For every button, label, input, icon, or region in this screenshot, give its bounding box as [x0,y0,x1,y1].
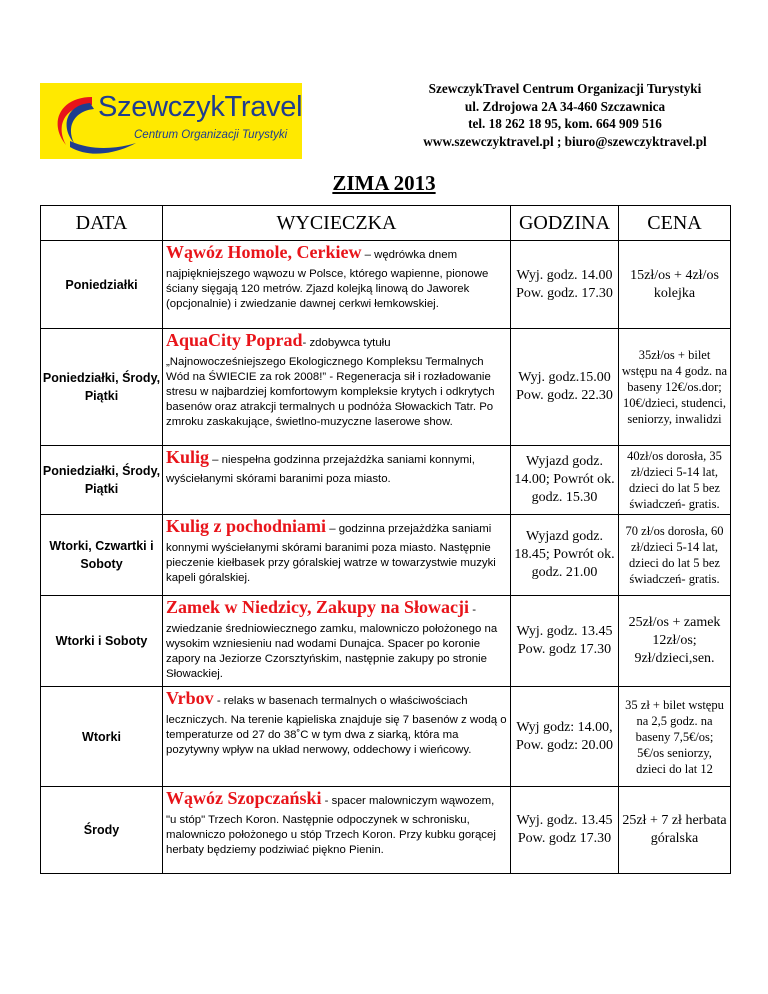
contact-info [395,80,735,150]
company-logo [40,83,302,159]
trip-body: konnymi wyściełanymi skórami baranimi poza miasto. Następnie pieczenie kiełbasek przy góralskiej watrze w towarzystwie muzyki kapeli góralskiej. [166,542,496,584]
table-row [41,596,731,687]
season-title [0,171,768,196]
trip-body: wyściełanymi skórami baranimi poza miasto. [166,473,391,485]
trip-intro: - [469,604,476,616]
table-row [41,787,731,874]
row-day: Wtorki, Czwartki i Soboty [41,515,163,596]
trip-title: Wąwóz Homole, Cerkiew [166,242,362,262]
trip-body: „Najnowocześniejszego Ekologicznego Kompleksu Termalnych Wód na ŚWIECIE za rok 2008!” - Regeneracja sił i rozładowanie stresu w najbardziej komfortowym kompleksie krytych i odkrytych basenów oraz atrakcji termalnych u podnóża Słowackich Tatr. Po zmroku zaskakujące, świetlno-muzyczne laserowe show. [166,356,495,428]
row-description [163,687,511,787]
trip-intro: – wędrówka dnem [361,249,458,261]
header-trip: WYCIECZKA [163,206,511,241]
contact-address: ul. Zdrojowa 2A 34-460 Szczawnica [464,98,666,114]
row-day: Poniedziałki, Środy, Piątki [41,329,163,446]
row-description [163,241,511,329]
row-description [163,446,511,515]
trip-title: Wąwóz Szopczański [166,788,322,808]
table-row [41,241,731,329]
row-price: 25zł/os + zamek 12zł/os; 9zł/dzieci,sen. [619,596,731,687]
row-price: 35 zł + bilet wstępu na 2,5 godz. na baseny 7,5€/os; 5€/os seniorzy, dzieci do lat 12 [619,687,731,787]
trip-title: Kulig z pochodniami [166,516,327,536]
trip-body: zwiedzanie średniowiecznego zamku, malowniczo położonego na wysokim wzniesieniu nad wodami Dunajca. Spacer po koronie zapory na Jeziorze Czorsztyńskim, następnie zakupy po stronie Słowackiej. [166,623,498,680]
header-date: DATA [41,206,163,241]
header-price: CENA [619,206,731,241]
trip-body: leczniczych. Na terenie kąpieliska znajduje się 7 basenów z wodą o temperaturze od 27 do 38˚C w tym dwa z siarką, która ma pozytywny wpływ na układ nerwowy, oddechowy i wieńcowy. [166,714,507,756]
trip-title: Zamek w Niedzicy, Zakupy na Słowacji [166,597,470,617]
trip-body: najpiękniejszego wąwozu w Polsce, którego wapienne, pionowe ściany sięgają 120 metrów. Zjazd kolejką linową do Jaworek (opcjonalnie) i zwiedzanie dawnej cerkwi łemkowskiej. [166,268,489,310]
row-day: Wtorki i Soboty [41,596,163,687]
row-description [163,596,511,687]
row-price: 40zł/os dorosła, 35 zł/dzieci 5-14 lat, dzieci do lat 5 bez świadczeń- gratis. [619,446,731,515]
trip-body: "u stóp" Trzech Koron. Następnie odpoczynek w schronisku, malowniczo położonego u stóp Trzech Koron. Przy kubku gorącej herbaty będziemy podziwiać piękno Pienin. [166,814,496,856]
row-day: Środy [41,787,163,874]
contact-web-email: www.szewczyktravel.pl ; biuro@szewczyktravel.pl [423,133,707,149]
trip-title: Vrbov [166,688,214,708]
row-price: 35zł/os + bilet wstępu na 4 godz. na baseny 12€/os.dor; 10€/dzieci, studenci, seniorzy, inwalidzi [619,329,731,446]
contact-phone: tel. 18 262 18 95, kom. 664 909 516 [468,116,662,131]
table-row [41,515,731,596]
row-time: Wyj. godz. 13.45 Pow. godz 17.30 [511,596,619,687]
row-price: 25zł + 7 zł herbata góralska [619,787,731,874]
row-description [163,329,511,446]
row-time: Wyj. godz. 13.45 Pow. godz 17.30 [511,787,619,874]
trip-intro: - relaks w basenach termalnych o właściwościach [213,695,468,707]
trips-table [40,205,731,874]
row-time: Wyj. godz.15.00 Pow. godz. 22.30 [511,329,619,446]
season-title-text: ZIMA 2013 [332,171,436,195]
trip-intro: – godzinna przejażdżka saniami [326,523,492,535]
header-time: GODZINA [511,206,619,241]
trip-intro: – niespełna godzinna przejażdżka saniami konnymi, [209,454,475,466]
row-price: 70 zł/os dorosła, 60 zł/dzieci 5-14 lat, dzieci do lat 5 bez świadczeń- gratis. [619,515,731,596]
table-header-row [41,206,731,241]
row-time: Wyjazd godz. 14.00; Powrót ok. godz. 15.30 [511,446,619,515]
row-description [163,787,511,874]
table-row [41,329,731,446]
logo-subtitle: Centrum Organizacji Turystyki [134,129,288,141]
row-day: Wtorki [41,687,163,787]
row-day: Poniedziałki, Środy, Piątki [41,446,163,515]
logo-title: SzewczykTravel [98,91,303,123]
table-row [41,446,731,515]
table-row [41,687,731,787]
row-time: Wyj godz: 14.00, Pow. godz: 20.00 [511,687,619,787]
row-time: Wyj. godz. 14.00 Pow. godz. 17.30 [511,241,619,329]
trip-intro: - spacer malowniczym wąwozem, [321,795,495,807]
row-time: Wyjazd godz. 18.45; Powrót ok. godz. 21.00 [511,515,619,596]
trip-intro: - zdobywca tytułu [302,337,391,349]
row-price: 15zł/os + 4zł/os kolejka [619,241,731,329]
trip-title: AquaCity Poprad [166,330,303,350]
row-day: Poniedziałki [41,241,163,329]
contact-company: SzewczykTravel Centrum Organizacji Turystyki [428,81,702,96]
row-description [163,515,511,596]
trip-title: Kulig [166,447,210,467]
